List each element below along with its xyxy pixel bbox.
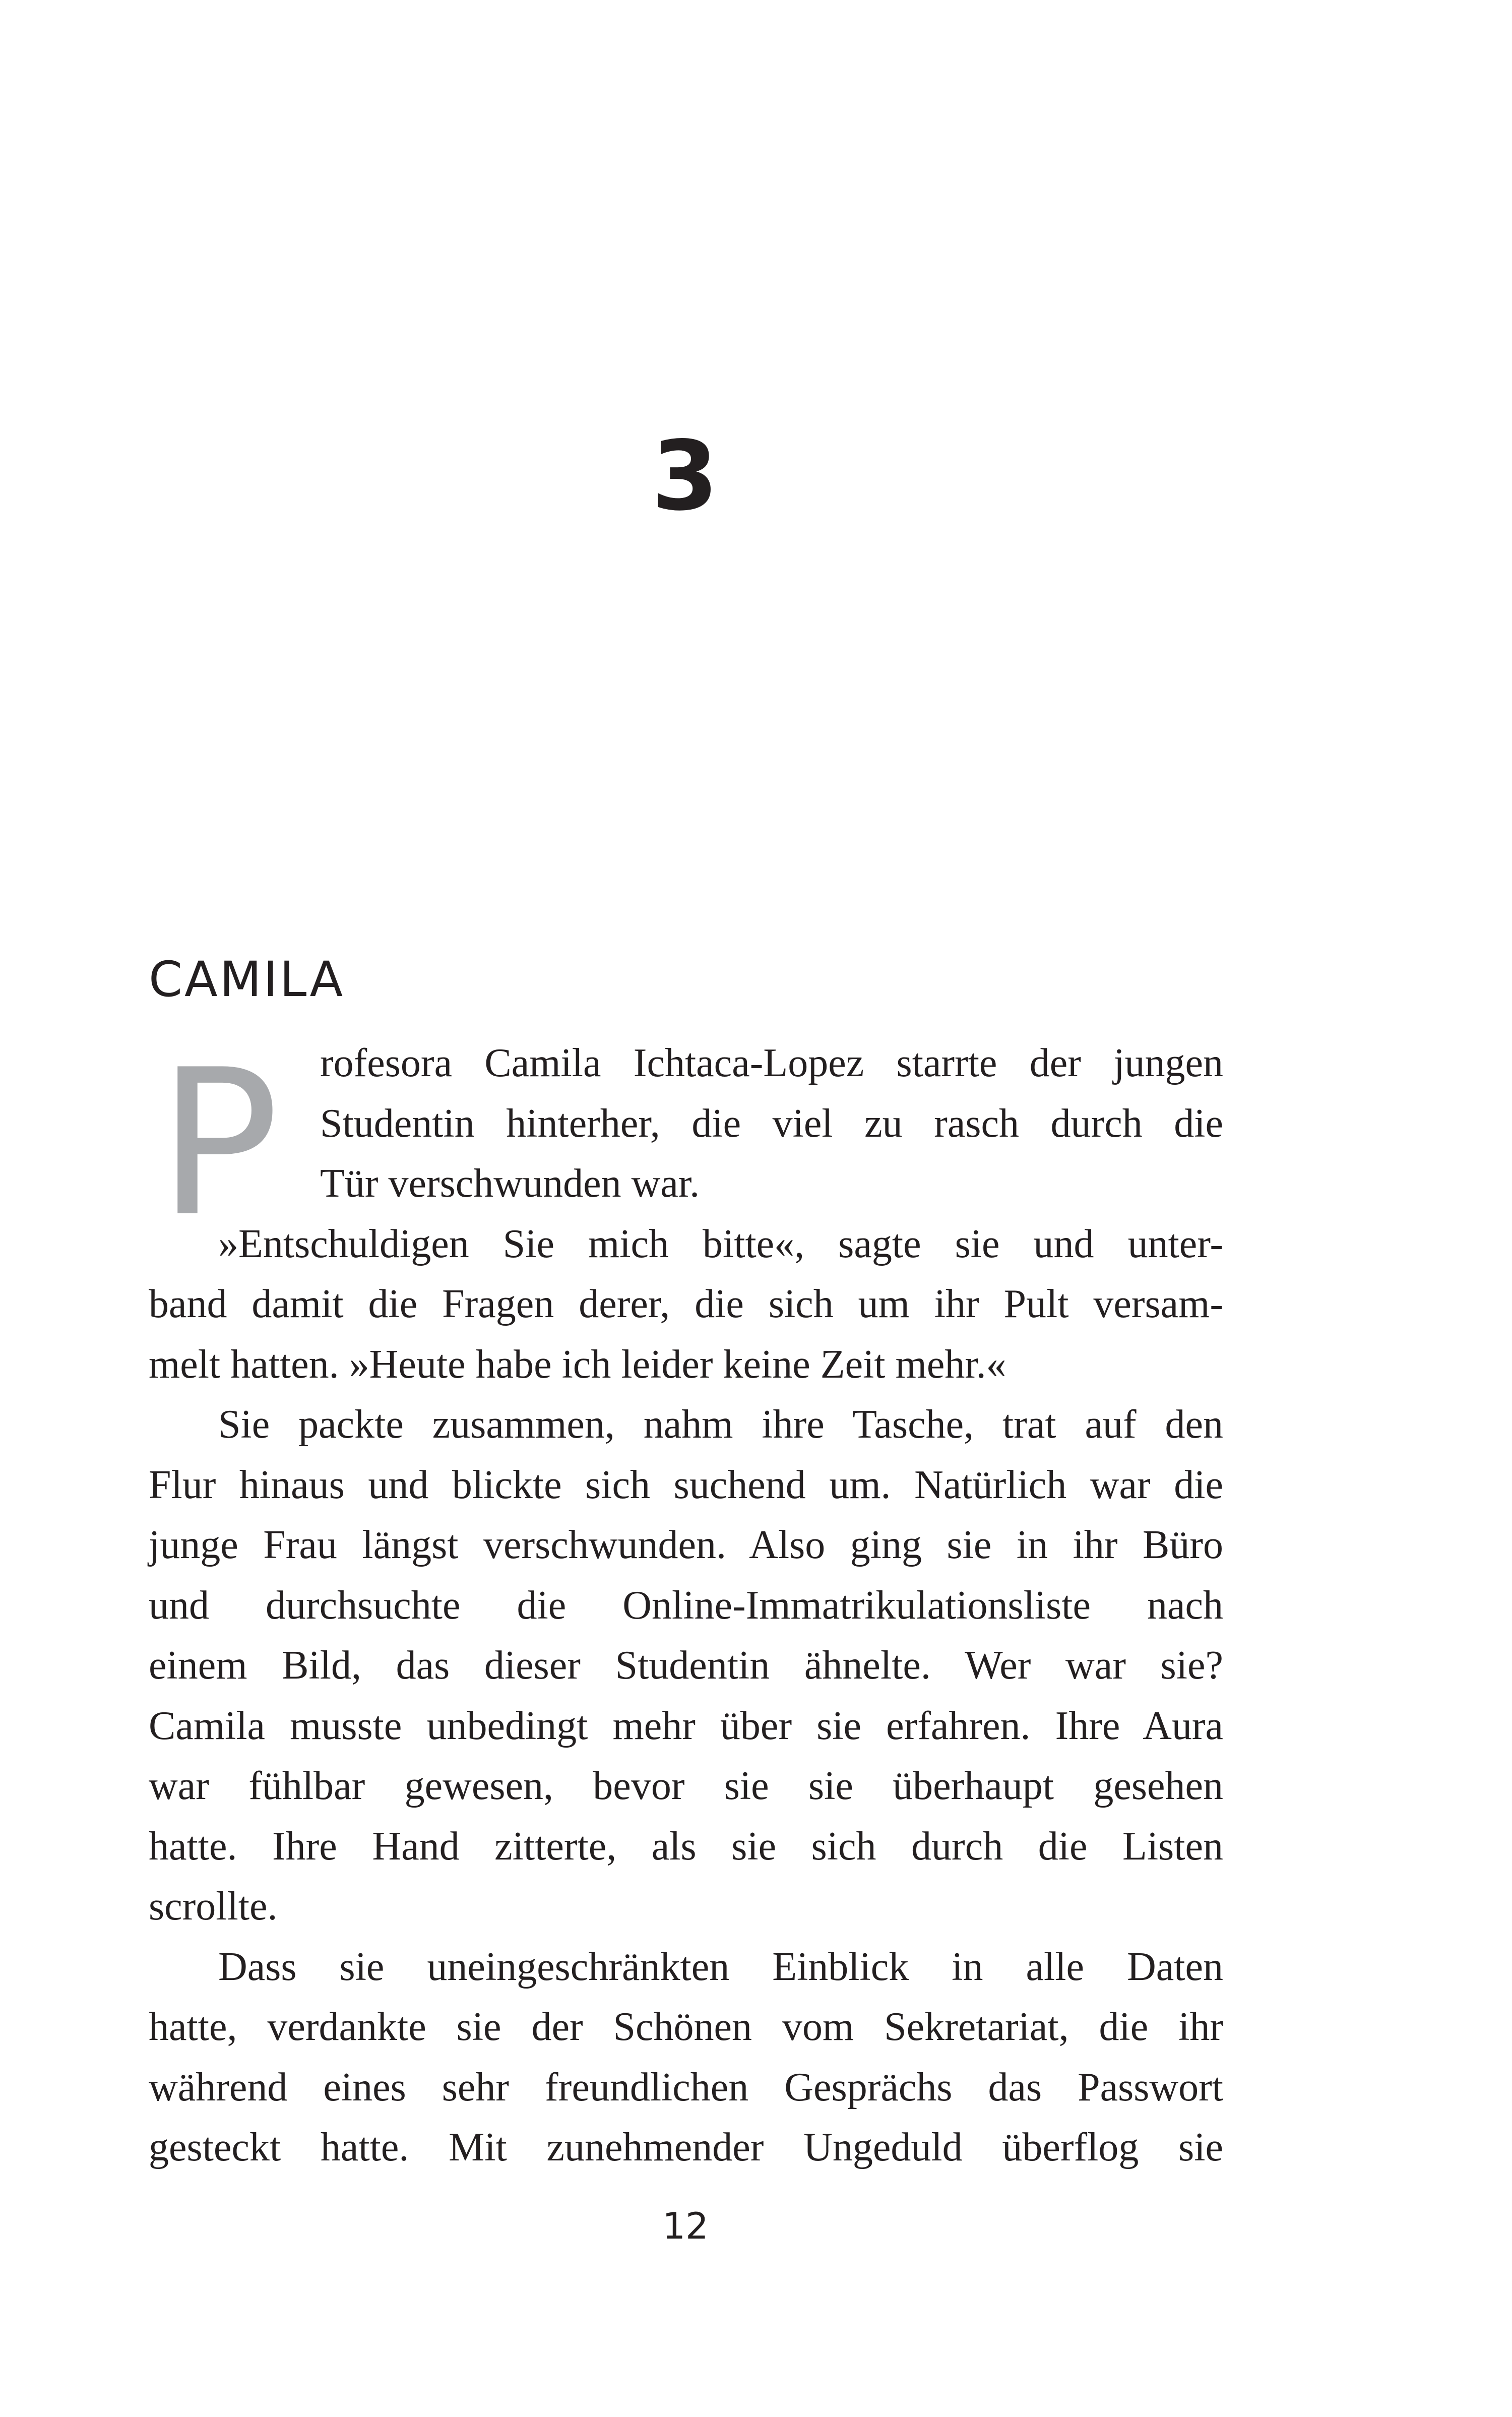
text-line: war fühlbar gewesen, bevor sie sie überhaupt gesehen [149,1764,1223,1808]
text-line: und durchsuchte die Online-Immatrikulationsliste nach [149,1583,1223,1628]
text-line: gesteckt hatte. Mit zunehmender Ungeduld überflog sie [149,2125,1223,2170]
paragraph-3 [149,1395,1223,1937]
text-line: »Entschuldigen Sie mich bitte«, sagte sie und unter- [218,1221,1223,1266]
drop-cap: P [158,1027,280,1261]
text-line: während eines sehr freundlichen Gesprächs das Passwort [149,2065,1223,2110]
text-line: Tür verschwunden war. [320,1161,700,1206]
chapter-number: 3 [651,420,720,532]
page-number: 12 [662,2205,709,2247]
text-line: hatte, verdankte sie der Schönen vom Sekretariat, die ihr [149,2005,1223,2049]
text-line: scrollte. [149,1884,278,1929]
text-line: Dass sie uneingeschränkten Einblick in alle Daten [218,1944,1223,1989]
text-line: melt hatten. »Heute habe ich leider keine Zeit mehr.« [149,1342,1006,1387]
text-line: Flur hinaus und blickte sich suchend um. Natürlich war die [149,1462,1223,1507]
text-line: Sie packte zusammen, nahm ihre Tasche, trat auf den [218,1402,1223,1447]
text-line: Camila musste unbedingt mehr über sie erfahren. Ihre Aura [149,1703,1223,1748]
body-text [149,1027,1223,2178]
text-line: hatte. Ihre Hand zitterte, als sie sich durch die Listen [149,1824,1223,1869]
text-line: junge Frau längst verschwunden. Also ging sie in ihr Büro [149,1523,1223,1567]
text-line: rofesora Camila Ichtaca-Lopez starrte der jungen [320,1041,1223,1085]
text-line: einem Bild, das dieser Studentin ähnelte. Wer war sie? [149,1643,1223,1688]
chapter-title: CAMILA [149,951,345,1008]
paragraph-4 [149,1937,1223,2178]
text-line: Studentin hinterher, die viel zu rasch durch die [320,1101,1223,1146]
text-line: band damit die Fragen derer, die sich um ihr Pult versam- [149,1282,1223,1326]
paragraph-2 [149,1214,1223,1395]
